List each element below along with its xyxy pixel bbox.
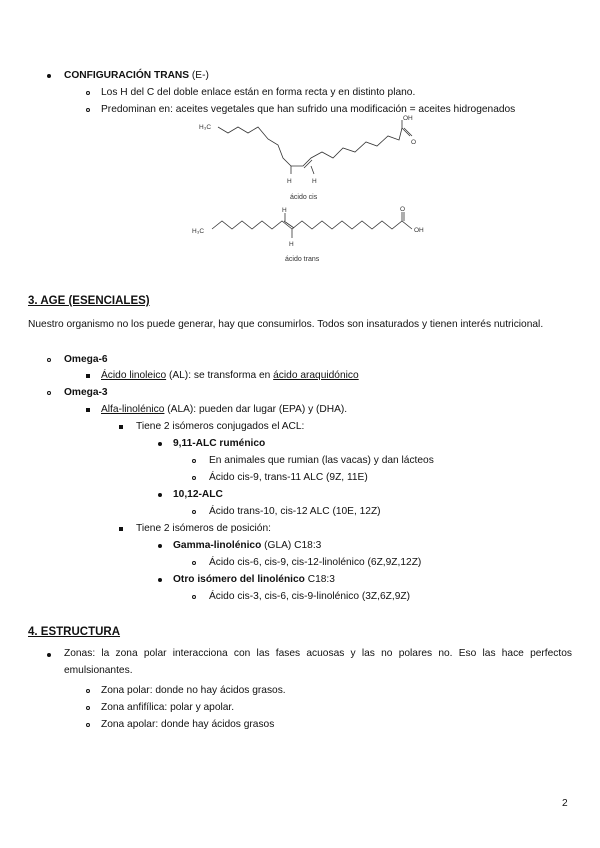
bullet (192, 561, 196, 565)
cis-label: ácido cis (290, 194, 318, 201)
bullet (192, 510, 196, 514)
ruminic-item: En animales que rumian (las vacas) y dan lácteos (209, 455, 434, 466)
cis-h-right: H (312, 178, 317, 185)
gamma-label (173, 539, 321, 552)
bullet (86, 723, 90, 727)
fatty-acid-figure (0, 0, 600, 270)
bullet (47, 358, 51, 362)
bullet (158, 578, 162, 582)
ruminic-label: 9,11-ALC ruménico (173, 438, 266, 449)
trans-h3c: H₃C (192, 228, 205, 235)
cis-o: O (411, 139, 417, 146)
trans-label: ácido trans (285, 256, 320, 263)
conj-isomers-label: Tiene 2 isómeros conjugados el ACL: (136, 421, 305, 432)
omega6-item (101, 369, 359, 382)
alc1012-item: Ácido trans-10, cis-12 ALC (10E, 12Z) (209, 506, 381, 517)
structure-heading: 4. ESTRUCTURA (28, 626, 121, 638)
bullet (86, 374, 90, 378)
bullet (47, 653, 51, 657)
gamma-rest: (GLA) C18:3 (261, 540, 322, 551)
bullet (192, 595, 196, 599)
bullet (47, 391, 51, 395)
trans-acid-structure (212, 212, 412, 238)
structure-item: Zona anfifílica: polar y apolar. (101, 702, 235, 713)
bullet (86, 689, 90, 693)
trans-h-bottom: H (289, 241, 294, 248)
age-intro: Nuestro organismo no los puede generar, hay que consumirlos. Todos son insaturados y tienen interés nutricional. (28, 319, 544, 330)
config-trans-title-bold: CONFIGURACIÓN TRANS (64, 70, 190, 81)
bullet (86, 706, 90, 710)
structure-zonas: Zonas: la zona polar interacciona con las fases acuosas y las no polares no. Eso las hace perfectos emulsionantes. (64, 648, 572, 676)
alc1012-label: 10,12-ALC (173, 489, 223, 500)
arachidonic-acid-link: ácido araquidónico (273, 370, 359, 381)
bullet (158, 544, 162, 548)
trans-h-top: H (282, 207, 287, 214)
page-number: 2 (562, 798, 568, 809)
other-isomer-rest: C18:3 (304, 574, 335, 585)
trans-oh: OH (414, 227, 424, 234)
structure-item: Zona polar: donde no hay ácidos grasos. (101, 685, 286, 696)
other-isomer-item: Ácido cis-3, cis-6, cis-9-linolénico (3Z,6Z,9Z) (209, 591, 410, 602)
cis-h3c: H₃C (199, 124, 212, 131)
structure-item: Zona apolar: donde hay ácidos grasos (101, 719, 275, 730)
ruminic-item: Ácido cis-9, trans-11 ALC (9Z, 11E) (209, 472, 368, 483)
pos-isomers-label: Tiene 2 isómeros de posición: (136, 523, 271, 534)
gamma-name: Gamma-linolénico (173, 540, 262, 551)
gamma-item: Ácido cis-6, cis-9, cis-12-linolénico (6Z,9Z,12Z) (209, 557, 422, 568)
other-isomer-name: Otro isómero del linolénico (173, 574, 305, 585)
cis-acid-structure (218, 120, 412, 174)
omega3-item-rest: (ALA): pueden dar lugar (EPA) y (DHA). (164, 404, 348, 415)
cis-oh: OH (403, 115, 413, 122)
bullet (86, 408, 90, 412)
config-trans-item: Predominan en: aceites vegetales que han sufrido una modificación = aceites hidrogenados (101, 104, 516, 115)
bullet (158, 442, 162, 446)
omega3-item (101, 403, 347, 416)
trans-o: O (400, 206, 406, 213)
bullet (192, 476, 196, 480)
alpha-linolenic-link: Alfa-linolénico (101, 404, 165, 415)
omega6-label: Omega-6 (64, 354, 108, 365)
cis-h-left: H (287, 178, 292, 185)
age-heading: 3. AGE (ESENCIALES) (28, 295, 150, 307)
other-isomer-label (173, 573, 335, 586)
bullet (192, 459, 196, 463)
bullet (119, 527, 123, 531)
config-trans-item: Los H del C del doble enlace están en forma recta y en distinto plano. (101, 87, 416, 98)
bullet (119, 425, 123, 429)
config-trans-title-suffix: (E-) (189, 70, 209, 81)
linoleic-acid-link: Ácido linoleico (101, 370, 167, 381)
bullet (158, 493, 162, 497)
omega6-item-mid: (AL): se transforma en (166, 370, 274, 381)
omega3-label: Omega-3 (64, 387, 108, 398)
